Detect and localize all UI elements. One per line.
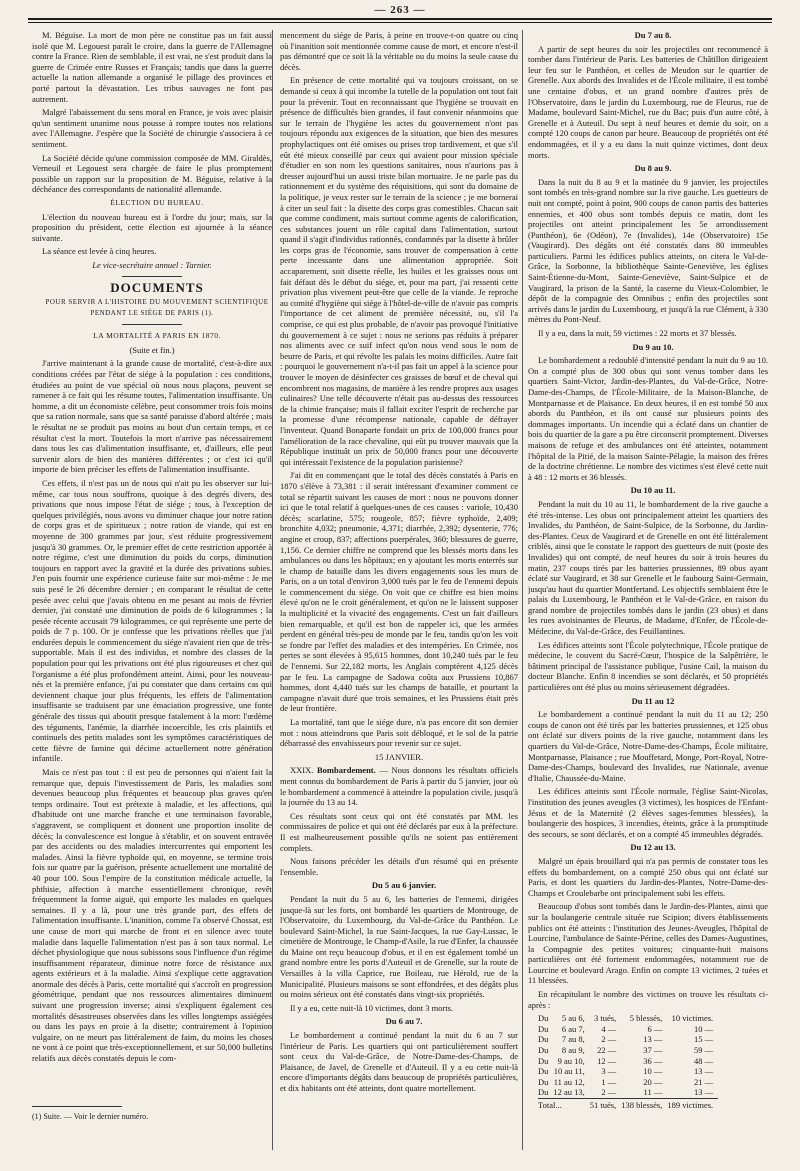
table-cell: 13 — — [694, 1066, 714, 1077]
table-cell: 10 victimes. — [671, 1013, 714, 1024]
column-2 — [280, 30, 518, 1150]
table-cell: 1 — — [601, 1076, 617, 1087]
table-cell: Du — [538, 1076, 549, 1087]
table-cell: Du — [538, 1087, 549, 1098]
paragraph: Les édifices atteints sont l'École normale, l'église Saint-Nicolas, l'institution des jeunes aveugles (3 victimes), les hospices de l'Enfant-Jésus et de la Maternité (2 élèves sages-femmes blessées), la boulangerie des hospices, 3 incendies, éteints, grâce à la promptitude des secours, se sont déclarés, et on a compté 45 immeubles dégradés. — [528, 786, 768, 839]
footnote-rule — [32, 1106, 122, 1107]
table-cell: 12 au 13, — [553, 1087, 585, 1098]
table-cell: Du — [538, 1066, 549, 1077]
table-cell: 15 — — [694, 1034, 714, 1045]
paragraph: L'élection du nouveau bureau est à l'ordre du jour; mais, sur la proposition du président, cette élection est ajournée à la séance suivante. — [32, 211, 272, 243]
paragraph: Malgré l'abaissement du sens moral en France, je vois avec plaisir qu'un sentiment unanime nous pousse à rompre toutes nos relations avec l'Allemagne. J'espère que la Société de chirurgie s'associera à ce sentiment. — [32, 107, 272, 149]
table-cell: 13 — — [694, 1087, 714, 1098]
table-cell: 3 — — [601, 1066, 617, 1077]
date-heading: Du 10 au 11. — [630, 485, 676, 496]
paragraph: Le bombardement a continué pendant la nuit du 6 au 7 sur l'intérieur de Paris. Les quartiers qui ont particulièrement souffert sont ceux du Val-de-Grâce, de Notre-Dame-des-Champs, de Plaisance, de Javel, de Grenelle et d'Auteuil. Il y a eu cette nuit-là encore d'importants dégâts dans beaucoup de propriétés particulières, et dix habitants ont été atteints, dont quatre mortellement. — [280, 1030, 518, 1093]
table-cell: 9 au 10, — [557, 1055, 585, 1066]
table-row — [538, 1066, 718, 1077]
date-heading: Du 7 au 8. — [634, 30, 672, 40]
table-cell: 189 victimes. — [667, 1099, 718, 1111]
table-row — [538, 1024, 718, 1035]
documents-heading: DOCUMENTS — [110, 280, 204, 296]
column-separator — [522, 30, 523, 1150]
paragraph: En présence de cette mortalité qui va toujours croissant, on se demande si ceux à qui incombe la tutelle de la population ont tout fait pour la prévenir. Tout en reconnaissant que l'hygiène se trouvait en présence de difficultés bien grandes, il faut convenir néanmoins que sur le terrain de l'hygiène les actes du gouvernement n'ont pas toujours répondu aux exigences de la situation, que bien des mesures prophylactiques ont été omises ou prises trop tardivement, et que s'il eût été mieux conseillé par ceux qui avaient pour mission spéciale d'étudier en son nom les questions sanitaires, nous n'aurions pas à dresser aujourd'hui un aussi triste bilan mortuaire. Je ne parle pas du rationnement et du système des réquisitions, qui sont du domaine de la politique, je veux rester sur le terrain de la science ; je me bornerai à citer un seul fait : la disette des corps gras comestibles. Chacun sait que comme condiment, mais surtout comme agents de calorification, ces substances jouent un rôle capital dans l'alimentation, surtout quand il s'agit d'individus rationnés, condamnés par la disette à brûler les corps gras de l'économie, sans trouver de compensation à cette perte incessante dans une alimentation appropriée. Soit accaparement, soit disette réelle, les huiles et les graisses nous ont fait défaut dès le début du siége, et, pour ma part, j'ai ressenti cette privation plus vivement peut-être que celle de la viande. Je reproche au comité d'hygiène qui siége à l'hôtel-de-ville de n'avoir pas compris l'importance de cet aliment de première nécessité, ou, s'il l'a comprise, ce qui est plus probable, de n'avoir pas provoqué l'initiative du gouvernement à ce sujet : nous ne serions pas réduits à préparer nos aliments avec ce suif infect qu'on nous vend sous le nom de beurre de Paris, et qui révolte les palais les moins difficiles. Autre fait : pourquoi le gouvernement n'a-t-il pas fait un appel à la science pour trouver le moyen de désinfecter ces graisses de bœuf et de cheval qui encombrent nos magasins, de manière à les rendre propres aux usages culinaires? Une telle découverte n'était pas au-dessus des ressources de la chimie française; mais il fallait exciter l'esprit de recherche par la promesse d'une récompense nationale, capable de défrayer l'inventeur. Quand Bonaparte fondait un prix de 100,000 francs pour l'amélioration de la race chevaline, qui eût pu trouver mauvais que la République instituât un prix de 50,000 francs pour une découverte qui intéressait l'existence de la population parisienne? — [280, 75, 518, 467]
victims-table — [538, 1013, 718, 1110]
table-cell: 59 — — [694, 1045, 714, 1056]
date-heading: Du 11 au 12 — [631, 695, 675, 706]
paragraph: Ces effets, il n'est pas un de nous qui n'ait pu les observer sur lui-même, car tous nous souffrons, quoique à des degrés divers, des privations que nous impose l'état de siége ; tous, à l'exception de quelques privilégiés, nous avons vu diminuer chaque jour notre ration de corps gras et de spiritueux ; notre ration de viande, qui est en moyenne de 300 grammes par jour, s'est réduite progressivement jusqu'à 30 grammes. Or, le premier effet de cette restriction apportée à notre régime, c'est une diminution du poids du corps, diminution toujours en rapport avec la gravité et la durée des privations subies. J'en puis fournir une expérience curieuse faite sur moi-même : Je me suis pesé le 26 décembre dernier ; en comparant le résultat de cette pesée avec celui que j'avais obtenu en me pesant au mois de février dernier, j'ai constaté une diminution de poids de 6 kilogrammes ; la pesée récente accusait 79 kilogrammes, ce qui représente une perte de poids de 7 p. 100. Or je confesse que les privations réelles que j'ai endurées depuis le commencement du siége n'avaient rien que de très-supportable. Mais il est des individus, et nombre des classes de la population pour qui les privations ont été plus rigoureuses et chez qui l'organisme a été plus profondément atteint. Ainsi, pour les nouveau-nés et la première enfance, j'ai pu constater que dans certains cas qui deviennent chaque jour plus fréquents, les effets de l'alimentation insuffisante se traduisent par une émaciation progressive, une fonte générale des tissus qui aboutit presque fatalement à la mort: l'œdème des téguments, l'anémie, la diarrhée incoercible, les cris plaintifs et continuels des petits malades sont les symptômes caractéristiques de cette fièvre de famine qui décime actuellement notre génération infantile. — [32, 477, 272, 764]
table-cell: 11 au 12, — [553, 1076, 585, 1087]
table-cell: 4 — — [601, 1023, 617, 1034]
table-cell: 138 blessés, — [621, 1099, 667, 1111]
paragraph: Pendant la nuit du 10 au 11, le bombardement de la rive gauche a été très-intense. Les obus ont principalement atteint les quartiers des Invalides, du Panthéon, de Saint-Sulpice, de la Sorbonne, du Jardin-des-Plantes. Ceux de Vaugirard et de Grenelle en ont été littéralement criblés, ainsi que le constate le rapport des guetteurs de nuit (poste des Invalides) qui ont compté, de neuf heures du soir à trois heures du matin, 237 coups tirés par les batteries prussiennes, 89 obus ayant éclaté sur Vaugirard, et 38 sur Grenelle et le faubourg Saint-Germain, jusqu'au haut du quartier Montfertand. Les objectifs semblaient être le palais du Luxembourg, le Panthéon et le Val-de-Grâce, en raison du grand nombre de projectiles tombés dans le jardin (23 obus) et dans les rues avoisinantes de Fleurus, de Madame, d'Enfer, de l'École-de-Médecine, du Val-de-Grâce, des Feuillantines. — [528, 498, 768, 637]
paragraph — [280, 765, 518, 807]
table-row — [538, 1045, 718, 1056]
table-cell: 36 — — [643, 1055, 663, 1066]
table-row — [538, 1077, 718, 1088]
footnote: (1) Suite. — Voir le dernier numéro. — [32, 1112, 149, 1121]
table-cell: Du — [538, 1055, 549, 1066]
table-cell: 22 — — [597, 1045, 617, 1056]
header-rule — [28, 18, 772, 20]
table-total-row — [538, 1099, 718, 1111]
section-number: XXIX. — [290, 765, 314, 776]
table-cell: 3 tués, — [594, 1013, 617, 1024]
paragraph: Nous faisons précéder les détails d'un résumé qui en présente l'ensemble. — [280, 856, 518, 877]
paragraph: La mortalité, tant que le siége dure, n'a pas encore dit son dernier mot : nous atteindrons que Paris soit débloqué, et le sol de la patrie débarrassé des envahisseurs pour revenir sur ce sujet. — [280, 717, 518, 749]
table-cell: 11 — — [643, 1087, 663, 1098]
paragraph: J'ai dit en commençant que le total des décès constatés à Paris en 1870 s'élève à 73,381 : il serait intéressant d'examiner comment ce total se répartit suivant les causes de mort : nous ne pouvons donner ici que le total relatif à quelques-unes de ces causes : variole, 10,430 décès; scarlatine, 575; rougeole, 857; fièvre typhoïde, 2,409; bronchite 4,032; pneumonie, 4,371; diarrhée, 2,392; dysenterie, 776; angine et croup, 837; affections puerpérales, 360; blessures de guerre, 1,156. Ce dernier chiffre ne comprend que les blessés morts dans les ambulances ou dans les hôpitaux; en y ajoutant les morts enterrés sur le champ de bataille dans les divers engagements sous les murs de Paris, on a un total d'environ 3,000 tués par le feu de l'ennemi depuis le commencement du siége. On voit que ce chiffre est bien moins élevé qu'on ne le croit généralement, et qu'on ne le laissent supposer la multiplicité et la vivacité des engagements. C'est un fait d'ailleurs bien remarquable, et qu'il est bon de rappeler ici, que les armées perdent en général très-peu de monde par le feu, tandis qu'on les voit se fondre par l'effet des maladies et des intempéries. En Crimée, nos pertes se sont élevées à 95,615 hommes, dont 10,240 tués par le feu de l'ennemi. Sur 22,182 morts, les Anglais comptèrent 4,125 décès par le feu. La campagne de Sadowa coûta aux Prussiens 10,867 hommes, dont 4,440 tués sur les champs de bataille, et pourtant la campagne n'avait duré que trois semaines, et les Prussiens était près de leur frontière. — [280, 470, 518, 714]
date-heading: Du 6 au 7. — [385, 1016, 423, 1027]
table-cell: 5 blessés, — [629, 1013, 663, 1024]
paragraph: mencement du siége de Paris, à peine en trouve-t-on quatre ou cinq où l'inanition soit mentionnée comme cause de mort, et encore n'est-il pas démontré que ce soit là la véritable ou du moins la seule cause du décès. — [280, 30, 518, 72]
table-cell: 2 — — [601, 1087, 617, 1098]
divider — [122, 276, 182, 277]
table-cell: 5 au 6, — [561, 1013, 585, 1024]
table-cell: 10 — — [694, 1023, 714, 1034]
paragraph: Les édifices atteints sont l'École polytechnique, l'École pratique de médecine, le couvent du Sacré-Cœur, l'hospice de la Salpêtrière, le bâtiment principal de l'assistance publique, l'usine Cail, la maison du docteur Blanche. Enfin 8 incendies se sont déclarés, et 50 propriétés particulières ont été plus ou moins sérieusement dégradées. — [528, 639, 768, 693]
table-cell: 10 au 11, — [553, 1066, 585, 1077]
table-row — [538, 1013, 718, 1024]
article-heading: LA MORTALITÉ A PARIS EN 1870. — [93, 331, 221, 341]
table-cell: Du — [538, 1034, 549, 1045]
documents-subheading: POUR SERVIR A L'HISTOIRE DU MOUVEMENT SCIENTIFIQUE PENDANT LE SIÉGE DE PARIS (1). — [45, 298, 269, 317]
paragraph: Il y a eu, dans la nuit, 59 victimes : 22 morts et 37 blessés. — [538, 328, 737, 339]
article-suite: (Suite et fin.) — [129, 344, 175, 355]
table-cell: 10 — — [643, 1066, 663, 1077]
page-number: — 263 — — [374, 4, 426, 16]
table-row — [538, 1056, 718, 1067]
column-1 — [32, 30, 272, 1150]
paragraph: Malgré un épais brouillard qui n'a pas permis de constater tous les effets du bombardement, on a compté 250 obus qui ont éclaté sur Paris, et dont les quartiers du Jardin-des-Plantes, Notre-Dame-des-Champs et Croulebarbe ont principalement subi les effets. — [528, 855, 768, 898]
paragraph: A partir de sept heures du soir les projectiles ont recommencé à tomber dans l'intérieur de Paris. Les batteries de Châtillon dirigeaient leur feu sur le Panthéon, et celles de Meudon sur le quartier de Grenelle. Aux abords des Invalides et de l'École militaire, il est tombé une centaine d'obus, et un grand nombre d'autres près de l'Observatoire, dans le jardin du Luxembourg, rue de Fleurus, rue de Madame, boulevard Saint-Michel, rue du Bac; puis d'un autre côté, à Grenelle et à Auteuil. Du sept à neuf heures et demie du soir, on a compté 120 coups de canon par heure. Beaucoup de propriétés ont été endommagées, et il y a eu dans la nuit quinze victimes, dont deux morts. — [528, 43, 768, 160]
paragraph: La séance est levée à cinq heures. — [42, 246, 157, 257]
date-heading: Du 9 au 10. — [632, 341, 674, 352]
paragraph: Ces résultats sont ceux qui ont été constatés par MM. les commissaires de police et qui ont été déclarés par eux à la préfecture. Il est malheureusement possible qu'ils ne soient pas entièrement complets. — [280, 810, 518, 853]
dateline: 15 JANVIER. — [374, 751, 424, 762]
table-cell: 2 — — [601, 1034, 617, 1045]
section-heading: ÉLECTION DU BUREAU. — [110, 197, 204, 207]
table-cell: Du — [538, 1013, 549, 1024]
table-cell: 7 au 8, — [561, 1034, 585, 1045]
table-cell: 8 au 9, — [561, 1045, 585, 1056]
table-cell: 37 — — [643, 1045, 663, 1056]
section-title: Bombardement. — [316, 765, 376, 776]
table-cell: 12 — — [597, 1055, 617, 1066]
table-cell: 21 — — [694, 1076, 714, 1087]
paragraph-text: — Nous donnons les résultats officiels ment connus du bombardement de Paris à partir du 5 janvier, jour où le bombardement a commencé à atteindre la population civile, jusqu'à la journée du 13 au 14. — [280, 765, 518, 808]
table-row — [538, 1034, 718, 1045]
signature: Le vice-secrétaire annuel : Tarnier. — [92, 259, 212, 270]
paragraph: Dans la nuit du 8 au 9 et la matinée du 9 janvier, les projectiles sont tombés en très-grand nombre sur la rive gauche. Les guetteurs de nuit ont compté, point à point, 900 coups de canon partis des batteries ennemies, et 400 obus sont tombés depuis ce matin, dont les projectiles ont atteint principalement les 5e arrondissement (Panthéon), 6e (Odéon), 7e (Invalides), 14e (Observatoire) 15e (Vaugirard). Des dégâts ont été constatés dans 80 immeubles particuliers. Parmi les édifices publics atteints, on citera le Val-de-Grâce, la Sorbonne, la bibliothèque Sainte-Geneviève, les églises Saint-Étienne-du-Mont, Sainte-Geneviève, Saint-Sulpice et de Vaugirard, la prison de la Santé, la caserne du Vieux-Colombier, le dépôt de la compagnie des Omnibus ; enfin des projectiles sont arrivés dans le jardin du Luxembourg, et jusqu'à la rue Clément, à 330 mètres du Pont-Neuf. — [528, 176, 768, 325]
table-row — [538, 1087, 718, 1098]
paragraph: Mais ce n'est pas tout : il est peu de personnes qui n'aient fait la remarque que, depuis l'investissement de Paris, les maladies sont devenues beaucoup plus fréquentes et beaucoup plus graves qu'en temps ordinaire. Tout est prétexte à maladie, et les affections, qui d'habitude ont une marche franche et une terminaison favorable, s'aggravent, se compliquent et donnent une proportion insolite de décès; la convalescence est longue à s'établir, et on souvent entravée par des accidents ou des maladies intercurrentes qui emportent les malades. Ainsi la fièvre typhoïde qui, en moyenne, se termine trois fois sur quatre par la guérison, présente actuellement une mortalité de 40 pour 100. Sous l'empire de la constitution médicale actuelle, la phthisie, affection à marche essentiellement chronique, revêt fréquemment la forme aiguë, qui emporte les malades en quelques semaines. Il y a là, pour une très grande part, des effets de l'alimentation insuffisante. L'inanition, comme l'a observé Chossat, est une cause de mort qui marche de front et en silence avec toute maladie dans laquelle l'alimentation n'est pas à son taux normal. Le déchet physiologique que nous subissons sous l'influence d'un régime insuffisamment réparateur, diminue notre force de résistance aux agents extérieurs et à la maladie. Ainsi s'explique cette aggravation anormale des décès à Paris, cette mortalité qui s'accroît en progression géométrique, pendant que nos ressources alimentaires diminuent suivant une progression inverse; ainsi s'expliquent également ces mortalités désastreuses observées dans les villes longtemps assiégées ou dans les pays en proie à la disette; contrairement à l'opinion vulgaire, on ne meurt pas littéralement de faim, du moins les choses ne vont à ce point que très-exceptionnellement, et sur 50,000 bulletins relatifs aux décès constatés depuis le com- — [32, 767, 272, 1064]
column-3 — [528, 30, 768, 1150]
table-cell: 51 tués, — [590, 1099, 621, 1111]
table-cell: Du — [538, 1045, 549, 1056]
date-heading: Du 12 au 13. — [630, 842, 676, 853]
table-cell: 13 — — [643, 1034, 663, 1045]
divider — [122, 324, 182, 325]
date-heading: Du 8 au 9. — [634, 163, 672, 174]
paragraph: Il y a eu, cette nuit-là 10 victimes, dont 3 morts. — [290, 1002, 454, 1013]
table-cell: 48 — — [694, 1055, 714, 1066]
paragraph: M. Béguise. La mort de mon père ne constitue pas un fait aussi isolé que M. Legouest paraît le croire, dans la guerre de l'Allemagne contre la France. Rien de semblable, il est vrai, ne s'est produit dans la guerre de Crimée entre Russes et Français; tandis que dans la guerre actuelle la nation allemande a organisé le pillage des provinces et porté partout la dévastation. Les tribus sauvages ne font pas autrement. — [32, 30, 272, 104]
header-rule-thin — [28, 22, 772, 23]
table-cell: Total... — [538, 1099, 590, 1111]
date-heading: Du 5 au 6 janvier. — [371, 880, 437, 891]
paragraph: Le bombardement a continué pendant la nuit du 11 au 12; 250 coups de canon ont été tirés par les batteries prussiennes, et 125 obus ont éclaté sur divers points de la rive gauche, notamment dans les quartiers du Val-de-Grâce, Notre-Dame-des-Champs, École militaire, Montparnasse, Plaisance ; rue Mouffetard, Monge, Port-Royal, Notre-Dame-des-Champs, boulevard des Invalides, rue Nationale, avenue d'Italie, Chaussée-du-Maine. — [528, 709, 768, 783]
table-cell: 6 — — [647, 1023, 663, 1034]
paragraph: Pendant la nuit du 5 au 6, les batteries de l'ennemi, dirigées jusque-là sur les forts, ont bombardé les quartiers de Montrouge, de l'Observatoire, du Luxembourg, du Val-de-Grâce du Panthéon. Le boulevard Saint-Michel, la rue Saint-Jacques, la rue Gay-Lussac, le cimetière de Montrouge, le Champ-d'Asile, la rue d'Enfer, la chaussée du Maine ont reçu beaucoup d'obus, et il en est également tombé un grand nombre entre les ports d'Auteuil et de Grenelle, sur la route de Versailles à la villa Caprice, rue Boileau, rue Hérold, rue de la Municipalité. Plusieurs maisons se sont effondrées, et des dégâts plus ou moins sérieux ont été constatés dans vingt-six propriétés. — [280, 893, 518, 1000]
paragraph: La Société décide qu'une commission composée de MM. Giraldès, Verneuil et Legouest sera chargée de faire le plus promptement possible un rapport sur la proposition de M. Béguise, relative à la déchéance des correspondants de nationalité allemande. — [32, 152, 272, 195]
table-cell: Du — [538, 1023, 549, 1034]
table-cell: 6 au 7, — [561, 1023, 585, 1034]
paragraph: J'arrive maintenant à la grande cause de mortalité, c'est-à-dire aux conditions créées par l'état de siége à la population : ces conditions, étudiées au point de vue spécial où nous nous plaçons, peuvent se ramener à ce fait qui les résume toutes, l'alimentation insuffisante. Un homme, a dit un économiste célèbre, peut consommer trois fois moins que sa ration normale, sans que sa santé paraisse d'abord altérée ; mais le résultat ne se produit pas moins au bout d'un certain temps, et ce résultat c'est la mort. Toutefois la mort n'arrive pas nécessairement dans tous les cas d'alimentation insuffisante, et, d'ailleurs, elle peut survenir alors de bien des manières différentes ; or c'est ici qu'il importe de bien préciser les effets de l'alimentation insuffisante. — [32, 358, 272, 475]
column-separator — [272, 30, 273, 1150]
paragraph: En récapitulant le nombre des victimes on trouve les résultats ci-après : — [528, 989, 768, 1010]
table-cell: 20 — — [643, 1076, 663, 1087]
paragraph: Beaucoup d'obus sont tombés dans le Jardin-des-Plantes, ainsi que sur la boulangerie centrale située rue Scipion; divers établissements publics ont été atteints : l'institution des Jeunes-Aveugles, l'hôpital de Lourcine, l'ambulance de Sainte-Périne, celles des Dames-Augustines, la Compagnie des petites voitures; cinquante-huit maisons particulières ont été fortement endommagées, notamment rue de Lourcine et boulevard Arago. Enfin on compte 13 victimes, 2 tuées et 11 blessées. — [528, 901, 768, 986]
paragraph: Le bombardement a redoublé d'intensité pendant la nuit du 9 au 10. On a compté plus de 300 obus qui sont venus tomber dans les quartiers Saint-Victor, Jardin-des-Plantes, du Val-de-Grâce, Notre-Dame-des-Champs, de l'École-Militaire, de la Maison-Blanche, de Montparnasse et de Plaisance. En deux heures, il en est tombé 50 aux abords du Panthéon, et ils ont causé sur plusieurs points des dommages importants. Un incendie qui a éclaté dans un chantier de bois du quartier de la gare a pu être circonscrit promptement. Diverses maisons de refuge et des ambulances ont été atteintes, notamment l'hôpital de la Pitié, de la maison Sainte-Pélagie, la maison des frères de la doctrine chrétienne. Le nombre des victimes s'est élevé cette nuit à 48 : 12 morts et 36 blessés. — [528, 355, 768, 482]
